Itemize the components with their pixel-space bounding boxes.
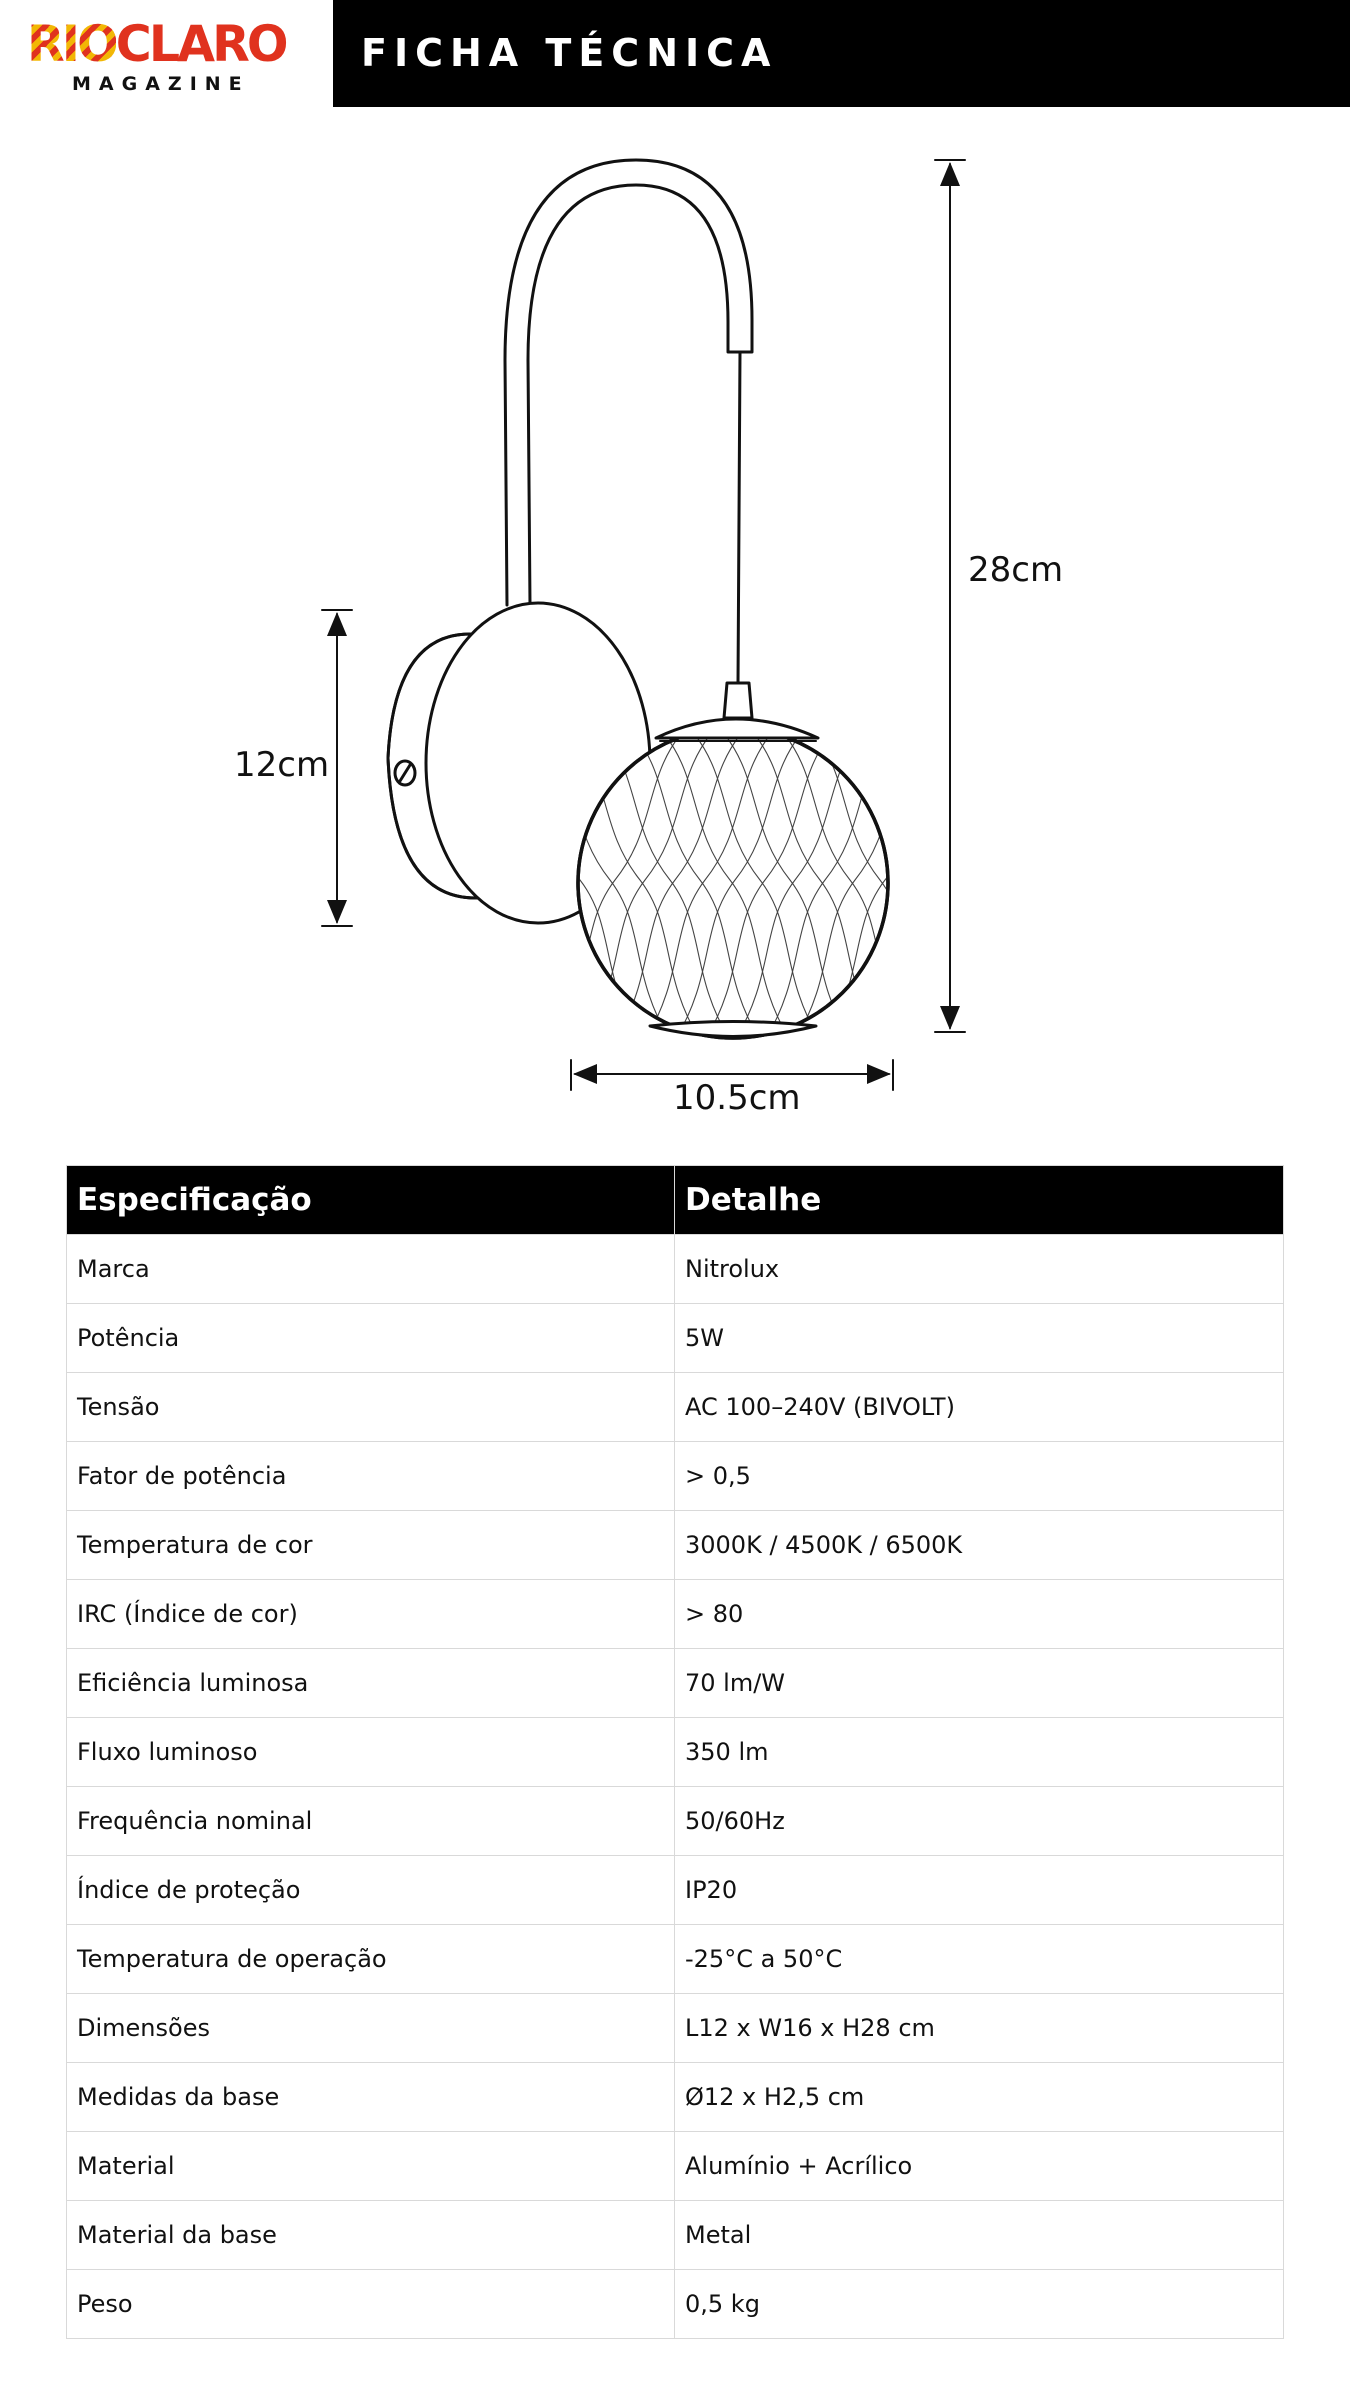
- spec-value: IP20: [675, 1856, 1284, 1925]
- lamp-cable: [738, 352, 740, 683]
- spec-name: Fluxo luminoso: [67, 1718, 675, 1787]
- spec-value: 5W: [675, 1304, 1284, 1373]
- lamp-arm: [505, 160, 752, 605]
- spec-name: Eficiência luminosa: [67, 1649, 675, 1718]
- spec-value: 3000K / 4500K / 6500K: [675, 1511, 1284, 1580]
- table-row: [67, 2270, 1284, 2339]
- table-row: [67, 1718, 1284, 1787]
- spec-value: -25°C a 50°C: [675, 1925, 1284, 1994]
- lamp-drawing: [0, 107, 1350, 1160]
- title-bar: [333, 0, 1350, 107]
- spec-value: 50/60Hz: [675, 1787, 1284, 1856]
- spec-value: 350 lm: [675, 1718, 1284, 1787]
- spec-name: Temperatura de cor: [67, 1511, 675, 1580]
- globe-top-cap: [656, 719, 818, 738]
- spec-value: Ø12 x H2,5 cm: [675, 2063, 1284, 2132]
- spec-name: Material da base: [67, 2201, 675, 2270]
- brand-logo[interactable]: [0, 0, 333, 107]
- spec-value: AC 100–240V (BIVOLT): [675, 1373, 1284, 1442]
- table-row: [67, 1994, 1284, 2063]
- spec-name: Marca: [67, 1235, 675, 1304]
- table-row: [67, 1649, 1284, 1718]
- page-title: FICHA TÉCNICA: [361, 31, 778, 75]
- logo-wordmark: [27, 16, 307, 72]
- spec-name: Medidas da base: [67, 2063, 675, 2132]
- screw-icon: [395, 761, 415, 785]
- table-row: [67, 2132, 1284, 2201]
- column-header-spec: Especificação: [67, 1166, 675, 1235]
- table-row: [67, 1856, 1284, 1925]
- spec-name: Tensão: [67, 1373, 675, 1442]
- spec-value: 70 lm/W: [675, 1649, 1284, 1718]
- spec-name: Dimensões: [67, 1994, 675, 2063]
- table-header-row: [67, 1166, 1284, 1235]
- table-row: [67, 1787, 1284, 1856]
- spec-value: L12 x W16 x H28 cm: [675, 1994, 1284, 2063]
- spec-name: Temperatura de operação: [67, 1925, 675, 1994]
- globe-connector: [724, 683, 752, 718]
- spec-name: Frequência nominal: [67, 1787, 675, 1856]
- table-row: [67, 1235, 1284, 1304]
- spec-name: Potência: [67, 1304, 675, 1373]
- table-row: [67, 1304, 1284, 1373]
- spec-name: Material: [67, 2132, 675, 2201]
- table-row: [67, 1373, 1284, 1442]
- spec-name: Fator de potência: [67, 1442, 675, 1511]
- table-row: [67, 1580, 1284, 1649]
- column-header-detail: Detalhe: [675, 1166, 1284, 1235]
- globe-bottom-rim: [650, 1022, 816, 1037]
- table-row: [67, 1511, 1284, 1580]
- base-label: 12cm: [234, 745, 330, 785]
- spec-value: Metal: [675, 2201, 1284, 2270]
- spec-value: > 80: [675, 1580, 1284, 1649]
- spec-value: Nitrolux: [675, 1235, 1284, 1304]
- spec-name: Índice de proteção: [67, 1856, 675, 1925]
- logo-subtitle: MAGAZINE: [72, 73, 250, 95]
- height-dimension: [935, 160, 965, 1032]
- height-label: 28cm: [968, 550, 1064, 590]
- logo-claro-text: CLARO: [115, 15, 286, 73]
- spec-value: 0,5 kg: [675, 2270, 1284, 2339]
- table-row: [67, 2063, 1284, 2132]
- table-row: [67, 1925, 1284, 1994]
- table-row: [67, 1442, 1284, 1511]
- logo-rio-text: RIO: [27, 15, 116, 73]
- spec-name: IRC (Índice de cor): [67, 1580, 675, 1649]
- spec-name: Peso: [67, 2270, 675, 2339]
- product-diagram: [0, 107, 1350, 1160]
- spec-value: Alumínio + Acrílico: [675, 2132, 1284, 2201]
- header: [0, 0, 1350, 107]
- width-label: 10.5cm: [673, 1078, 801, 1118]
- table-row: [67, 2201, 1284, 2270]
- spec-table: [66, 1165, 1284, 2339]
- spec-value: > 0,5: [675, 1442, 1284, 1511]
